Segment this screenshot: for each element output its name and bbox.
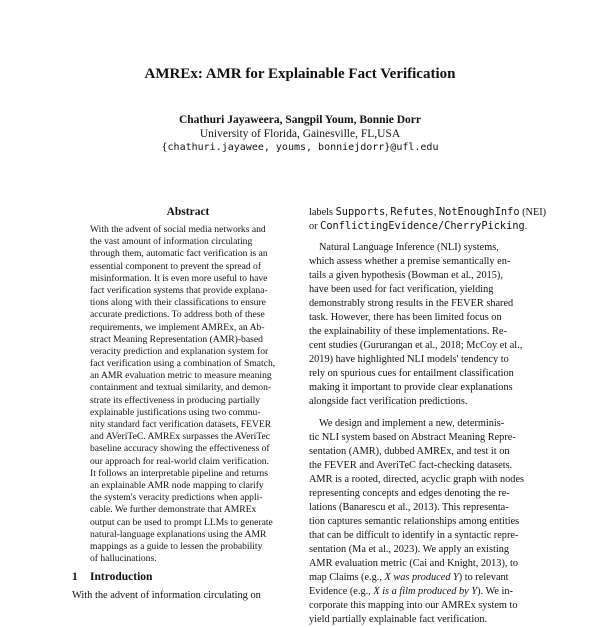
paragraph-nli: [309, 241, 529, 409]
abstract-line: baseline accuracy showing the effectiveness of: [90, 443, 270, 455]
paragraph-amrex: [309, 417, 529, 571]
abstract-line: and AVeriTeC. AMREx surpasses the AVeriTec: [90, 431, 271, 443]
abstract-line: containment and textual similarity, and demon-: [90, 382, 272, 394]
abstract-line: stract Meaning Representation (AMR)-based: [90, 333, 263, 345]
abstract-body: [90, 224, 286, 565]
paragraph-line: the FEVER and AveriTeC fact-checking datasets.: [309, 460, 513, 471]
abstract-line: of hallucinations.: [90, 553, 157, 565]
abstract-line: veracity prediction and explanation system for: [90, 345, 269, 357]
intro-first-line: With the advent of information circulating on: [72, 590, 261, 601]
paper-email: {chathuri.jayawee, youms, bonniejdorr}@ufl.edu: [161, 142, 439, 153]
paragraph-line: corporate this mapping into our AMREx system to: [309, 600, 518, 611]
paragraph-line: making it important to provide clear explanations: [309, 382, 513, 393]
paragraph-line: lations (Banarescu et al., 2013). This representa-: [309, 502, 509, 513]
paragraph-line: We design and implement a new, determinis-: [319, 418, 505, 429]
paragraph-line: representing concepts and edges denoting the re-: [309, 488, 510, 499]
paragraph-line: tails a given hypothesis (Bowman et al., 2015),: [309, 270, 503, 281]
abstract-heading: Abstract: [166, 206, 210, 218]
paragraph-line: AMR evaluation metric (Cai and Knight, 2013), to: [309, 558, 519, 569]
abstract-line: essential component to prevent the spread of: [90, 260, 262, 272]
abstract-line: an AMR evaluation metric to measure meaning: [90, 370, 272, 382]
abstract-line: requirements, we implement AMREx, an Ab-: [90, 321, 265, 333]
paragraph-line: tic NLI system based on Abstract Meaning Repre-: [309, 432, 516, 443]
abstract-line: fact verification using a combination of Smatch,: [90, 358, 276, 370]
paragraph-line: yield partially explainable fact verification.: [309, 614, 488, 625]
refutes-label: Refutes: [390, 206, 434, 218]
paragraph-line: which assess whether a premise semantically en-: [309, 256, 511, 267]
abstract-line: output can be used to prompt LLMs to generate: [90, 516, 273, 528]
paragraph-line: alongside fact verification predictions.: [309, 396, 468, 407]
abstract-line: It follows an interpretable pipeline and returns: [90, 467, 268, 479]
abstract-line: With the advent of social media networks and: [90, 224, 266, 235]
paragraph-line: the explainability of these implementations. Re-: [309, 326, 507, 337]
abstract-line: misinformation. It is even more useful to have: [90, 272, 268, 284]
right-column: [309, 205, 547, 627]
abstract-line: natural-language explanations using the AMR: [90, 528, 267, 540]
claim-line: map Claims (e.g., X was produced Y) to relevant: [309, 572, 509, 583]
paragraph-line: rely on spurious cues for entailment classification: [309, 368, 514, 379]
abstract-line: cable. We further demonstrate that AMREx: [90, 504, 257, 516]
paragraph-line: cent studies (Gururangan et al., 2018; McCoy et al.,: [309, 340, 523, 351]
abstract-line: accurate predictions. To address both of these: [90, 309, 265, 321]
paragraph-line: sentation (Ma et al., 2023). We apply an existing: [309, 544, 510, 555]
paper-affiliation: University of Florida, Gainesville, FL,USA: [199, 128, 401, 140]
paragraph-line: sentation (AMR), dubbed AMREx, and test it on: [309, 446, 510, 457]
abstract-line: through them, automatic fact verification is an: [90, 248, 268, 260]
paper-authors: Chathuri Jayaweera, Sangpil Youm, Bonnie Dorr: [178, 114, 422, 126]
paragraph-line: Natural Language Inference (NLI) systems,: [319, 242, 499, 253]
paragraph-line: 2019) have highlighted NLI models' tendency to: [309, 354, 509, 365]
paper-title: AMREx: AMR for Explainable Fact Verification: [144, 66, 456, 82]
paragraph-line: tion captures semantic relationships among entities: [309, 516, 520, 527]
conflicting-label: ConflictingEvidence/CherryPicking: [320, 220, 525, 232]
paragraph-line: AMR is a rooted, directed, acyclic graph with nodes: [309, 474, 525, 485]
abstract-line: our approach for real-world claim verification.: [90, 455, 270, 467]
label-line-2: or ConflictingEvidence/CherryPicking.: [309, 220, 528, 232]
label-line: labels Supports, Refutes, NotEnoughInfo (NEI): [309, 206, 547, 218]
evidence-line: Evidence (e.g., X is a film produced by Y). We in-: [309, 586, 513, 597]
section-title: Introduction: [90, 571, 153, 583]
section-number: 1: [72, 571, 78, 583]
supports-label: Supports: [335, 206, 386, 218]
abstract-line: the system's veracity predictions when appli-: [90, 492, 263, 504]
abstract-line: explainable justifications using two commu-: [90, 406, 261, 418]
abstract-line: nity standard fact verification datasets, FEVER: [90, 419, 272, 430]
section-heading: [72, 571, 152, 583]
paragraph-line: have been used for fact verification, yielding: [309, 284, 494, 295]
abstract-line: strate its effectiveness in producing partially: [90, 394, 261, 406]
nei-label: NotEnoughInfo: [438, 206, 520, 218]
paragraph-amrex-end: [309, 599, 529, 627]
abstract-line: mappings as a guide to lessen the probability: [90, 540, 263, 552]
abstract-line: fact verification systems that provide explana-: [90, 284, 268, 296]
abstract-line: tions along with their classifications to ensure: [90, 297, 266, 309]
paragraph-line: that can be difficult to identify in a syntactic repre-: [309, 530, 519, 541]
paragraph-line: task. However, there has been limited focus on: [309, 312, 502, 323]
paragraph-line: demonstrably strong results in the FEVER shared: [309, 298, 514, 309]
abstract-line: the vast amount of information circulating: [90, 236, 253, 248]
abstract-line: an explainable AMR node mapping to clarify: [90, 479, 264, 491]
